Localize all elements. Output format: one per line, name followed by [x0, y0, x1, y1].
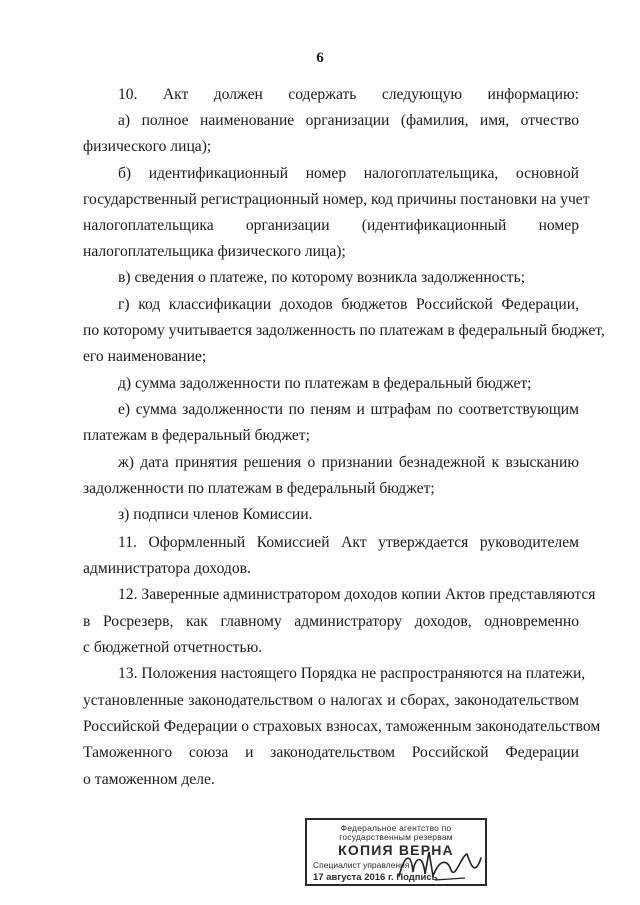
item-z-line-1: з) подписи членов Комиссии.: [118, 506, 313, 523]
paragraph-13-line-3: Российской Федерации о страховых взносах, таможенным законодательством: [83, 718, 601, 735]
stamp-specialist-line: Специалист управления: [313, 860, 410, 870]
paragraph-11-line-2: администратора доходов.: [83, 560, 251, 577]
item-g-line-2: по которому учитывается задолженность по платежам в федеральный бюджет,: [83, 322, 605, 339]
item-g-line-1: г) код классификации доходов бюджетов Российской Федерации,: [118, 296, 579, 313]
stamp-date-line: 17 августа 2016 г. Подпись: [313, 872, 438, 883]
paragraph-13-line-5: о таможенном деле.: [83, 771, 215, 788]
stamp-title: КОПИЯ ВЕРНА: [338, 842, 454, 858]
paragraph-12-line-1: 12. Заверенные администратором доходов копии Актов представляются: [118, 586, 596, 603]
paragraph-12-line-2: в Росрезерв, как главному администратору доходов, одновременно: [83, 613, 579, 630]
item-zh-line-2: задолженности по платежам в федеральный бюджет;: [83, 480, 435, 497]
item-zh-line-1: ж) дата принятия решения о признании безнадежной к взысканию: [118, 454, 579, 471]
stamp-agency-line-2: государственным резервам: [339, 832, 453, 842]
certification-stamp: [305, 818, 487, 886]
item-a-line-2: физического лица);: [83, 138, 212, 155]
paragraph-12-line-3: с бюджетной отчетностью.: [83, 639, 263, 656]
item-v-line-1: в) сведения о платеже, по которому возникла задолженность;: [118, 269, 526, 286]
item-g-line-3: его наименование;: [83, 348, 207, 365]
item-b-line-2: государственный регистрационный номер, код причины постановки на учет: [83, 191, 590, 208]
stamp-agency-line-1: Федеральное агентство по: [340, 823, 452, 833]
item-d-line-1: д) сумма задолженности по платежам в федеральный бюджет;: [118, 375, 532, 392]
page-number: 6: [316, 50, 324, 66]
item-e-line-2: платежам в федеральный бюджет;: [83, 427, 310, 444]
item-a-line-1: а) полное наименование организации (фамилия, имя, отчество: [118, 112, 579, 129]
paragraph-10-heading: 10. Акт должен содержать следующую информацию:: [118, 86, 579, 103]
handwritten-signature: [395, 846, 485, 886]
paragraph-11-line-1: 11. Оформленный Комиссией Акт утверждается руководителем: [118, 534, 579, 551]
item-e-line-1: е) сумма задолженности по пеням и штрафам по соответствующим: [118, 401, 579, 418]
paragraph-13-line-4: Таможенного союза и законодательством Российской Федерации: [83, 744, 579, 761]
item-b-line-3: налогоплательщика организации (идентификационный номер: [83, 217, 579, 234]
paragraph-13-line-1: 13. Положения настоящего Порядка не распространяются на платежи,: [118, 665, 586, 682]
paragraph-13-line-2: установленные законодательством о налогах и сборах, законодательством: [83, 692, 579, 709]
item-b-line-1: б) идентификационный номер налогоплательщика, основной: [118, 165, 579, 182]
item-b-line-4: налогоплательщика физического лица);: [83, 243, 346, 260]
